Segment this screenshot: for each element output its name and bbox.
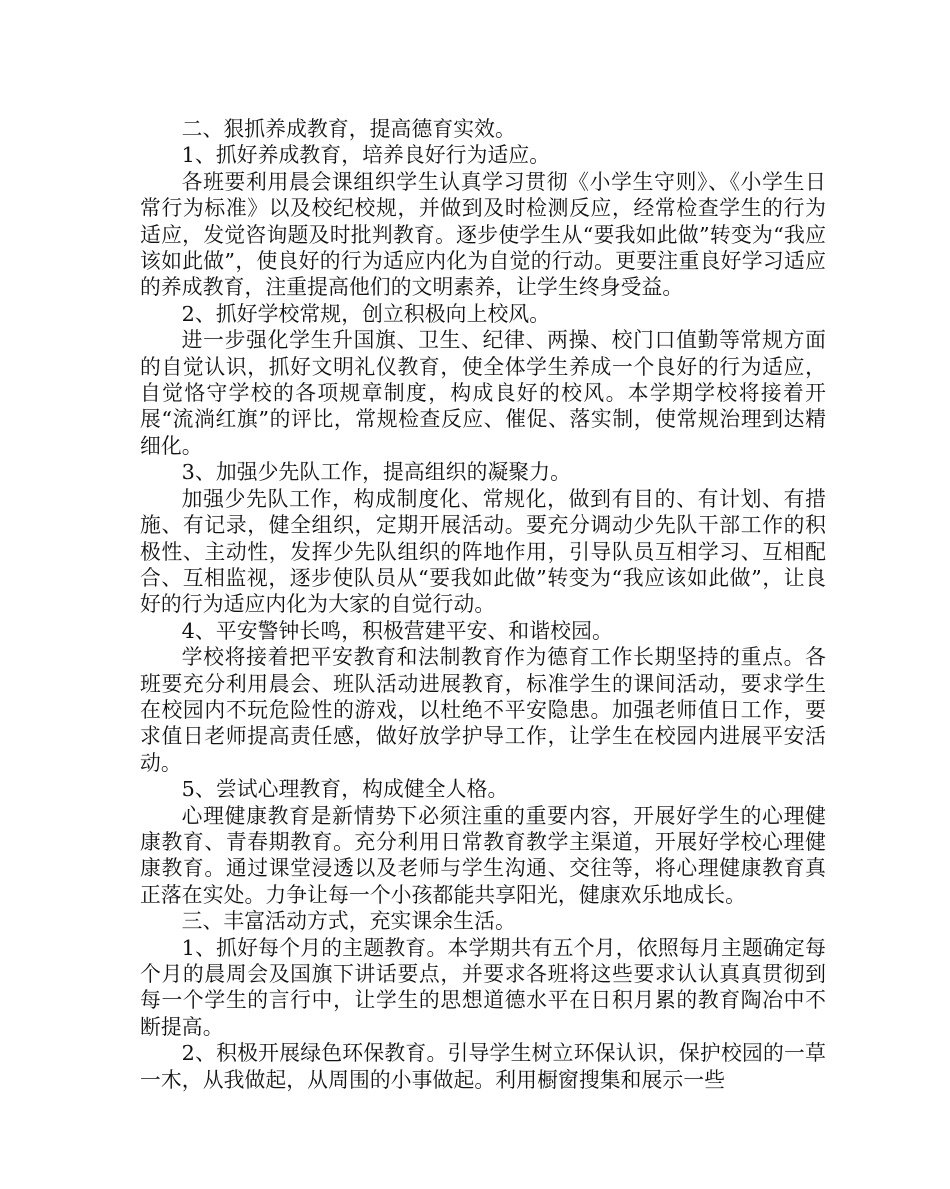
paragraph-3-1: 1、抓好每个月的主题教育。本学期共有五个月，依照每月主题确定每个月的晨周会及国旗下讲话要点，并要求各班将这些要求认认真真贯彻到每一个学生的言行中，让学生的思想道德水平在日积月累的教育陶冶中不断提高。 xyxy=(140,935,826,1039)
paragraph-2-4: 学校将接着把平安教育和法制教育作为德育工作长期坚持的重点。各班要充分利用晨会、班队活动进展教育，标准学生的课间活动，要求学生在校园内不玩危险性的游戏，以杜绝不平安隐患。加强老师值日工作，要求值日老师提高责任感，做好放学护导工作，让学生在校园内进展平安活动。 xyxy=(140,645,826,775)
paragraph-2-1: 各班要利用晨会课组织学生认真学习贯彻《小学生守则》、《小学生日常行为标准》以及校纪校规，并做到及时检测反应，经常检查学生的行为适应，发觉咨询题及时批判教育。逐步使学生从“要我如此做”转变为“我应该如此做”，使良好的行为适应内化为自觉的行动。更要注重良好学习适应的养成教育，注重提高他们的文明素养，让学生终身受益。 xyxy=(140,169,826,300)
section-heading-2: 二、狠抓养成教育，提高德育实效。 xyxy=(181,117,516,141)
subheading-2-1: 1、抓好养成教育，培养良好行为适应。 xyxy=(181,143,551,168)
subheading-2-4: 4、平安警钟长鸣，积极营建平安、和谐校园。 xyxy=(181,618,613,643)
paragraph-2-5: 心理健康教育是新情势下必须注重的重要内容，开展好学生的心理健康教育、青春期教育。充分利用日常教育教学主渠道，开展好学校心理健康教育。通过课堂浸透以及老师与学生沟通、交往等，将心理健康教育真正落在实处。力争让每一个小孩都能共享阳光，健康欢乐地成长。 xyxy=(140,803,826,907)
section-heading-3: 三、丰富活动方式，充实课余生活。 xyxy=(181,909,516,934)
subheading-2-5: 5、尝试心理教育，构成健全人格。 xyxy=(181,777,509,802)
document-body xyxy=(140,116,826,1093)
paragraph-2-3: 加强少先队工作，构成制度化、常规化，做到有目的、有计划、有措施、有记录，健全组织，定期开展活动。要充分调动少先队干部工作的积极性、主动性，发挥少先队组织的阵地作用，引导队员互相学习、互相配合、互相监视，逐步使队员从“要我如此做”转变为“我应该如此做”，让良好的行为适应内化为大家的自觉行动。 xyxy=(140,486,826,617)
subheading-2-3: 3、加强少先队工作，提高组织的凝聚力。 xyxy=(181,460,572,485)
paragraph-3-2: 2、积极开展绿色环保教育。引导学生树立环保认识，保护校园的一草一木，从我做起，从周围的小事做起。利用橱窗搜集和展示一些 xyxy=(140,1041,826,1092)
paragraph-2-2: 进一步强化学生升国旗、卫生、纪律、两操、校门口值勤等常规方面的自觉认识，抓好文明礼仪教育，使全体学生养成一个良好的行为适应，自觉恪守学校的各项规章制度，构成良好的校风。本学期学校将接着开展“流淌红旗”的评比，常规检查反应、催促、落实制，使常规治理到达精细化。 xyxy=(140,328,826,458)
subheading-2-2: 2、抓好学校常规，创立积极向上校风。 xyxy=(181,301,551,326)
